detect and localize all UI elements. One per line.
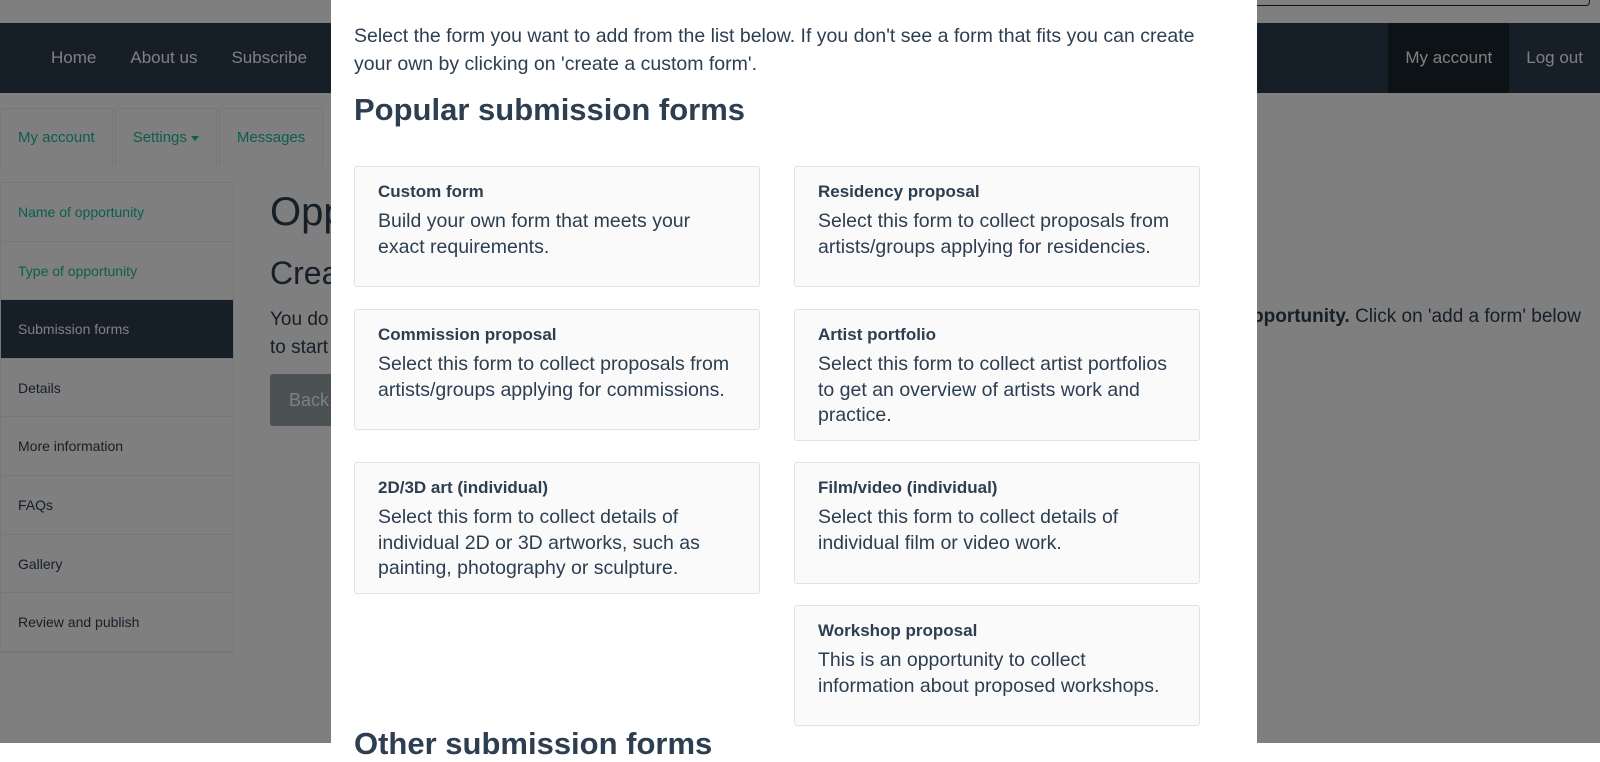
form-card-description: This is an opportunity to collect information about proposed workshops. (818, 649, 1160, 697)
form-card-film-video[interactable] (794, 462, 1200, 584)
form-card-description: Select this form to collect details of individual film or video work. (818, 506, 1119, 554)
form-card-title: Artist portfolio (818, 325, 937, 344)
form-card-description: Select this form to collect details of individual 2D or 3D artworks, such as painting, photography or sculpture. (378, 506, 700, 579)
other-forms-heading: Other submission forms (354, 726, 713, 761)
form-card-title: Film/video (individual) (818, 478, 998, 497)
form-card-title: Custom form (378, 182, 484, 201)
form-card-residency-proposal[interactable] (794, 166, 1200, 287)
form-card-title: Residency proposal (818, 182, 980, 201)
add-form-modal (331, 0, 1257, 761)
form-card-2d-3d-art[interactable] (354, 462, 760, 594)
form-card-artist-portfolio[interactable] (794, 309, 1200, 441)
form-card-workshop-proposal[interactable] (794, 605, 1200, 726)
form-card-commission-proposal[interactable] (354, 309, 760, 430)
form-card-custom[interactable] (354, 166, 760, 287)
form-card-description: Select this form to collect artist portfolios to get an overview of artists work and practice. (818, 353, 1167, 426)
modal-intro-text: Select the form you want to add from the list below. If you don't see a form that fits you can create your own by clicking on 'create a custom form'. (354, 25, 1195, 75)
form-card-title: Workshop proposal (818, 621, 978, 640)
popular-forms-heading: Popular submission forms (354, 92, 746, 127)
form-card-description: Build your own form that meets your exact requirements. (378, 210, 691, 258)
form-card-description: Select this form to collect proposals from artists/groups applying for residencies. (818, 210, 1170, 258)
form-card-description: Select this form to collect proposals from artists/groups applying for commissions. (378, 353, 730, 401)
form-card-title: Commission proposal (378, 325, 557, 344)
form-card-title: 2D/3D art (individual) (378, 478, 549, 497)
